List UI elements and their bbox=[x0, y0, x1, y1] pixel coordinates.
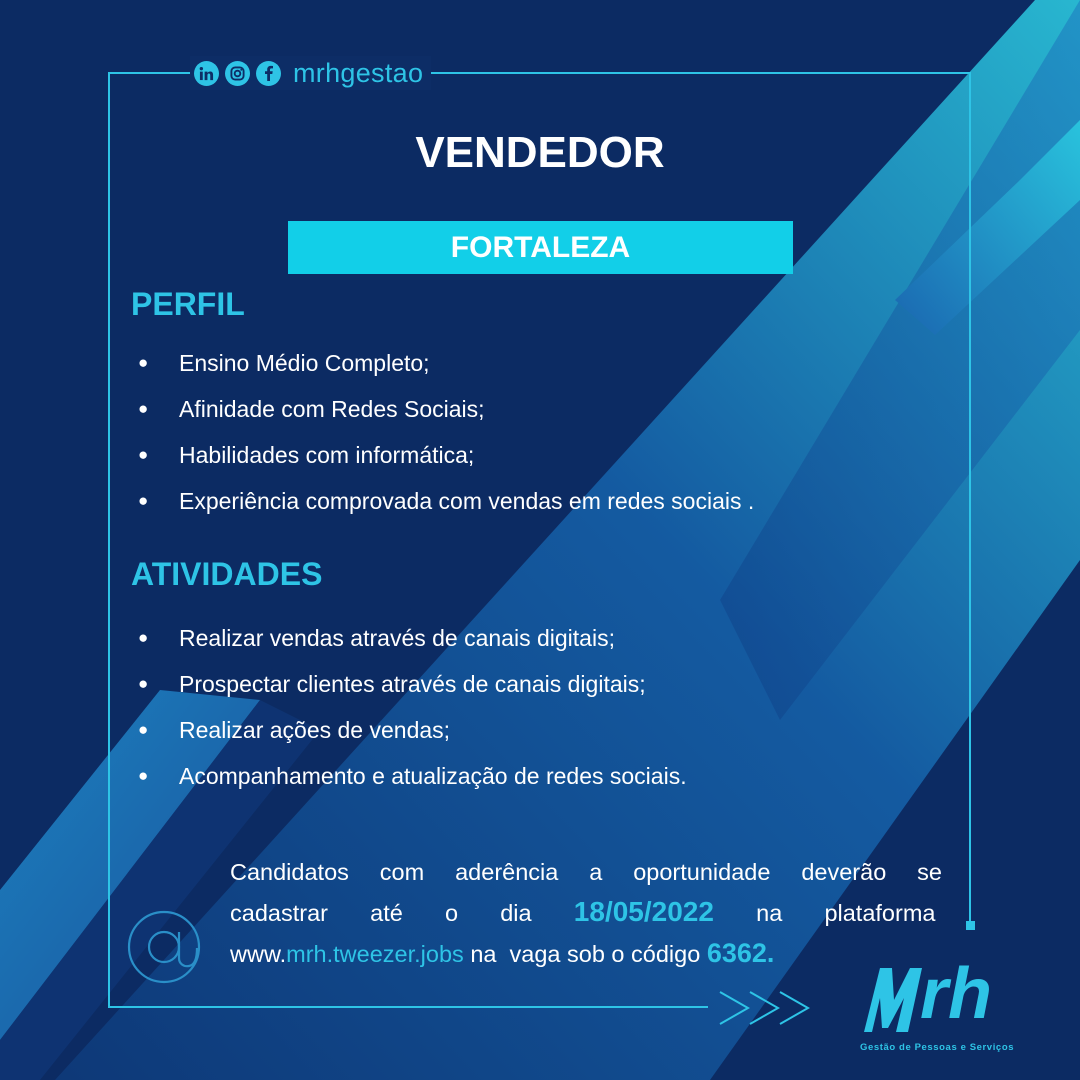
deadline-date: 18/05/2022 bbox=[573, 896, 714, 927]
list-item bbox=[138, 438, 754, 484]
list-item-text: Ensino Médio Completo; bbox=[179, 350, 430, 376]
bullet-icon: ● bbox=[138, 445, 149, 464]
job-code: 6362. bbox=[706, 938, 775, 968]
application-notice bbox=[230, 852, 942, 974]
social-bar bbox=[190, 56, 431, 90]
bullet-icon: ● bbox=[138, 766, 149, 785]
notice-line-3-middle: na vaga sob o código bbox=[463, 941, 707, 967]
bullet-icon: ● bbox=[138, 628, 149, 647]
list-item-text: Acompanhamento e atualização de redes sociais. bbox=[179, 763, 687, 789]
list-item bbox=[138, 759, 687, 805]
frame-bottom bbox=[108, 1006, 708, 1008]
list-item-text: Afinidade com Redes Sociais; bbox=[179, 396, 485, 422]
list-item bbox=[138, 621, 687, 667]
perfil-heading: PERFIL bbox=[131, 286, 245, 322]
mrh-logo-letters: rh bbox=[920, 954, 992, 1034]
frame-top-right bbox=[426, 72, 971, 74]
linkedin-icon[interactable] bbox=[194, 61, 219, 86]
mrh-logo bbox=[858, 954, 1024, 1058]
city-label: FORTALEZA bbox=[450, 230, 631, 264]
mrh-tagline: Gestão de Pessoas e Serviços bbox=[860, 1042, 1015, 1053]
city-banner bbox=[288, 221, 793, 274]
list-item-text: Realizar vendas através de canais digitais; bbox=[179, 625, 615, 651]
frame-corner-square bbox=[966, 921, 975, 930]
bullet-icon: ● bbox=[138, 720, 149, 739]
notice-line-3 bbox=[230, 933, 942, 974]
at-sign-icon bbox=[122, 902, 206, 992]
list-item-text: Prospectar clientes através de canais digitais; bbox=[179, 671, 646, 697]
atividades-heading: ATIVIDADES bbox=[131, 556, 323, 592]
bullet-icon: ● bbox=[138, 399, 149, 418]
list-item bbox=[138, 346, 754, 392]
notice-line-2 bbox=[230, 892, 942, 933]
list-item-text: Realizar ações de vendas; bbox=[179, 717, 451, 743]
bullet-icon: ● bbox=[138, 491, 149, 510]
atividades-list bbox=[138, 621, 687, 805]
list-item bbox=[138, 667, 687, 713]
mrh-logo-mark-icon bbox=[858, 958, 924, 1038]
url-prefix: www. bbox=[230, 941, 287, 967]
notice-line-1: Candidatos com aderência a oportunidade deverão se bbox=[230, 859, 942, 885]
frame-top-left bbox=[108, 72, 192, 74]
bullet-icon: ● bbox=[138, 353, 149, 372]
notice-line-2-before: cadastrar até o dia bbox=[230, 900, 532, 926]
list-item bbox=[138, 713, 687, 759]
facebook-icon[interactable] bbox=[256, 61, 281, 86]
perfil-list bbox=[138, 346, 754, 530]
job-title: VENDEDOR bbox=[415, 128, 665, 177]
list-item bbox=[138, 484, 754, 530]
frame-right bbox=[969, 72, 971, 924]
notice-line-2-after: na plataforma bbox=[756, 900, 936, 926]
list-item-text: Experiência comprovada com vendas em redes sociais . bbox=[179, 488, 755, 514]
frame-left bbox=[108, 72, 110, 1008]
social-handle[interactable]: mrhgestao bbox=[293, 57, 424, 88]
list-item-text: Habilidades com informática; bbox=[179, 442, 475, 468]
list-item bbox=[138, 392, 754, 438]
chevrons-right-icon bbox=[718, 988, 814, 1028]
instagram-icon[interactable] bbox=[225, 61, 250, 86]
bullet-icon: ● bbox=[138, 674, 149, 693]
platform-link[interactable]: mrh.tweezer.jobs bbox=[286, 941, 464, 967]
